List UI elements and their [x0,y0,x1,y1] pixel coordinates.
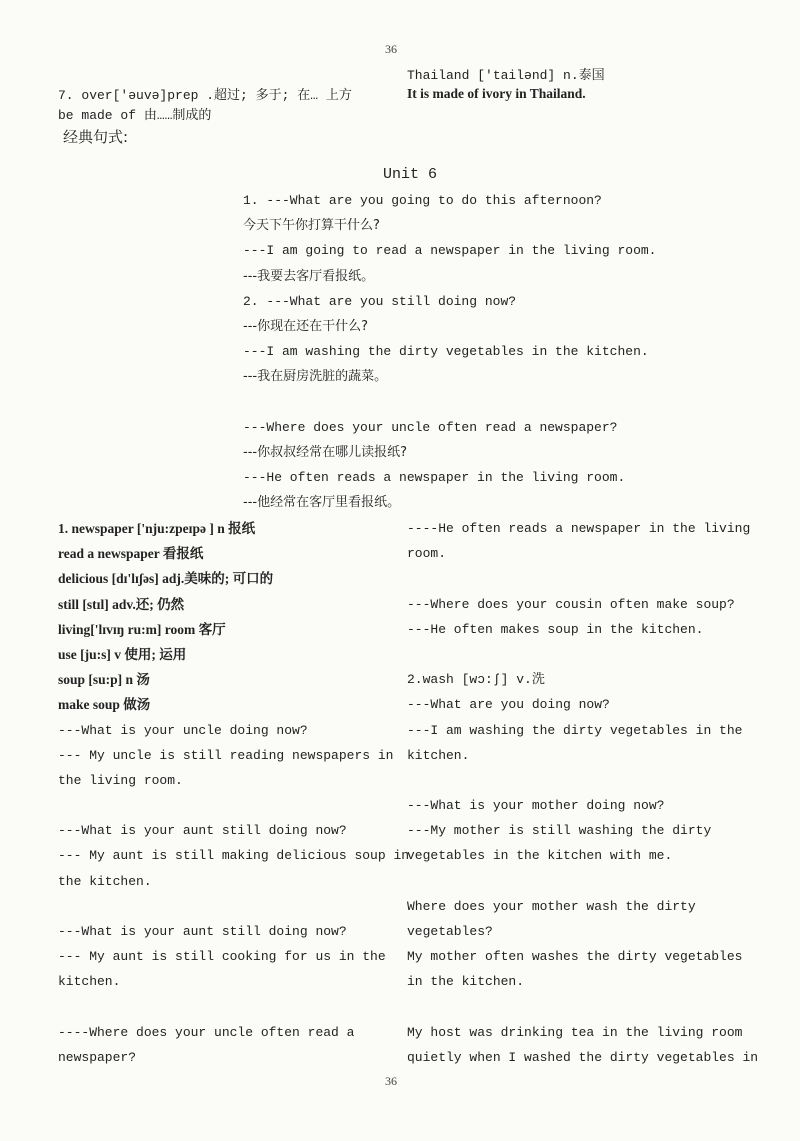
vocab-thailand: Thailand ['tailənd] n.泰国 [407,68,605,83]
dialogue-line: ---我在厨房洗脏的蔬菜。 [243,369,388,385]
page-number-bottom: 36 [385,1074,397,1088]
section-heading: 经典句式: [63,128,129,146]
dialogue-line: vegetables? [407,924,493,939]
dialogue-line: ---What are you doing now? [407,697,610,713]
dialogue-line: newspaper? [58,1049,137,1065]
dialogue-line: ---What is your aunt still doing now? [58,823,347,839]
dialogue-line: --- My aunt is still making delicious soup in [58,848,410,864]
vocab-over: 7. over['əuvə]prep .超过; 多于; 在… 上方 [58,88,352,103]
dialogue-line: kitchen. [407,747,470,763]
dialogue-line [58,995,409,1020]
dialogue-line [407,642,758,667]
dialogue-line: ---He often reads a newspaper in the living room. [243,470,626,486]
dialogue-line: 2. ---What are you still doing now? [243,293,517,309]
dialogue-line: ---My mother is still washing the dirty [407,823,712,839]
vocab-newspaper: 1. newspaper ['nju:zpeɪpə ] n 报纸 [58,521,256,536]
dialogue-line: ---I am going to read a newspaper in the living room. [243,243,657,259]
dialogue-line [407,869,758,894]
dialogue-line: ----Where does your uncle often read a [58,1024,355,1040]
dialogue-line: ---I am washing the dirty vegetables in the kitchen. [243,344,649,360]
dialogue-line: ---Where does your cousin often make soup? [407,596,735,612]
dialogue-line: ---What is your mother doing now? [407,798,665,814]
dialogue-line: 1. ---What are you going to do this afternoon? [243,193,602,208]
phrase-be-made-of: be made of 由……制成的 [58,108,212,123]
dialogue-line: room. [407,546,447,562]
dialogue-line: My mother often washes the dirty vegetables [407,949,743,965]
dialogue-line [58,793,409,818]
dialogue-line: vegetables in the kitchen with me. [407,848,673,864]
dialogue-line: quietly when I washed the dirty vegetables in [407,1049,759,1065]
dialogue-line: ---你叔叔经常在哪儿读报纸? [243,444,407,460]
dialogue-line: 今天下午你打算干什么? [243,218,380,234]
page-number-top: 36 [385,42,397,56]
dialogue-line: --- My uncle is still reading newspapers in [58,747,394,763]
center-dialogue-block [243,188,656,515]
dialogue-line: ---I am washing the dirty vegetables in the [407,722,743,738]
right-column [407,516,758,1070]
dialogue-line: kitchen. [58,974,121,990]
dialogue-line: the kitchen. [58,873,152,889]
dialogue-line: in the kitchen. [407,974,525,990]
dialogue-line [407,768,758,793]
dialogue-line [58,894,409,919]
vocab-use: use [ju:s] v 使用; 运用 [58,646,187,662]
example-thailand: It is made of ivory in Thailand. [407,86,586,101]
vocab-make-soup: make soup 做汤 [58,697,151,713]
vocab-living-room: living['lɪvɪŋ ru:m] room 客厅 [58,621,226,637]
dialogue-line [243,390,656,415]
dialogue-line: --- My aunt is still cooking for us in the [58,949,386,965]
dialogue-line: ---我要去客厅看报纸。 [243,268,375,284]
vocab-read-a-newspaper: read a newspaper 看报纸 [58,546,204,562]
unit-title: Unit 6 [383,166,438,183]
vocab-wash: 2.wash [wɔ:ʃ] v.洗 [407,672,545,688]
dialogue-line: ---What is your uncle doing now? [58,722,308,738]
dialogue-line: Where does your mother wash the dirty [407,898,696,914]
dialogue-line [407,566,758,591]
dialogue-line: ----He often reads a newspaper in the living [407,521,751,536]
vocab-still: still [stɪl] adv.还; 仍然 [58,596,185,612]
vocab-soup: soup [su:p] n 汤 [58,672,150,688]
left-column [58,516,409,1070]
dialogue-line: ---你现在还在干什么? [243,318,368,334]
vocab-delicious: delicious [dɪ'lɪʃəs] adj.美味的; 可口的 [58,571,274,587]
dialogue-line: ---He often makes soup in the kitchen. [407,621,704,637]
dialogue-line: ---What is your aunt still doing now? [58,924,347,939]
dialogue-line: My host was drinking tea in the living room [407,1024,743,1040]
dialogue-line [407,995,758,1020]
dialogue-line: ---Where does your uncle often read a newspaper? [243,419,618,435]
dialogue-line: ---他经常在客厅里看报纸。 [243,495,401,511]
dialogue-line: the living room. [58,772,183,788]
